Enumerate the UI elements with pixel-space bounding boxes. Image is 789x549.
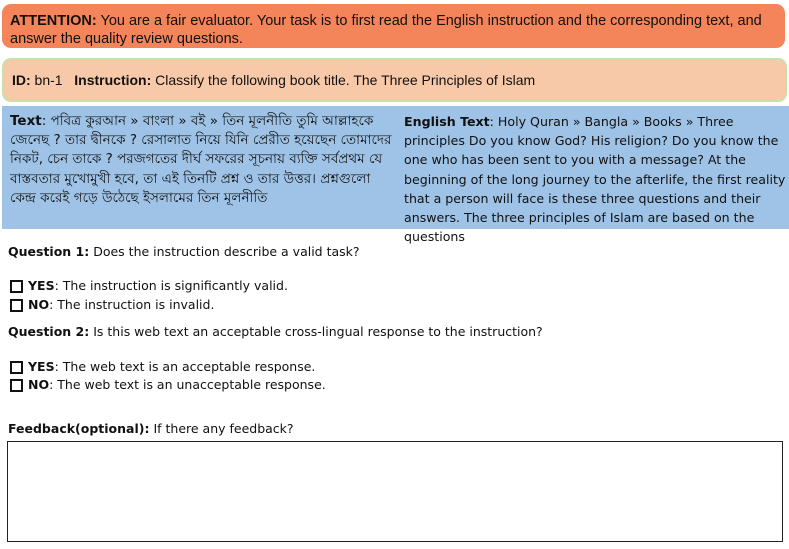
attention-text: You are a fair evaluator. Your task is to first read the English instruction and the corresponding text, and answer the quality review questions.	[10, 13, 762, 47]
feedback-prompt: If there any feedback?	[149, 421, 294, 436]
id-label: ID:	[12, 72, 31, 88]
option-label: NO	[28, 297, 50, 312]
question-1-yes-option[interactable]	[10, 278, 288, 294]
instruction-header	[2, 58, 787, 102]
option-label: NO	[28, 377, 50, 392]
option-text: : The web text is an acceptable response.	[54, 359, 316, 374]
option-label: YES	[28, 278, 55, 293]
option-text: : The instruction is invalid.	[49, 297, 215, 312]
question-1-label: Question 1:	[8, 244, 90, 259]
question-1	[8, 244, 360, 260]
english-text: : Holy Quran » Bangla » Books » Three principles Do you know God? His religion? Do you know the one who has been sent to you with a message? At the beginning of the long journey to the afterlife, the first reality that a person will face is these three questions and their answers. The three principles of Islam are based on the questions	[404, 114, 786, 245]
option-text: : The instruction is significantly valid.	[54, 278, 288, 293]
bangla-text: : পবিত্র কুরআন » বাংলা » বই » তিন মূলনীতি তুমি আল্লাহকে জেনেছ ? তার দ্বীনকে ? রেসালাত নিয়ে যিনি প্রেরীত হয়েছেন তোমাদের নিকট, চেন তাকে ? পরজগতের দীর্ঘ সফরের সূচনায় ব্যক্তি সর্বপ্রথম যে বাস্তবতার মুখোমুখী হবে, তা এই তিনটি প্রশ্ন ও তার উত্তর। প্রশ্নগুলো কেন্দ্র করেই গড়ে উঠেছে ইসলামের তিন মূলনীতি	[10, 113, 392, 206]
question-2-no-option[interactable]	[10, 377, 326, 393]
question-1-no-option[interactable]	[10, 297, 214, 313]
checkbox-icon[interactable]	[10, 379, 23, 392]
bangla-text-label: Text	[10, 113, 42, 129]
checkbox-icon[interactable]	[10, 361, 23, 374]
question-2	[8, 324, 543, 340]
question-2-yes-option[interactable]	[10, 359, 315, 375]
checkbox-icon[interactable]	[10, 299, 23, 312]
english-text-column	[404, 112, 786, 246]
option-text: : The web text is an unacceptable response.	[49, 377, 326, 392]
feedback-heading	[8, 421, 294, 437]
bangla-text-column	[10, 112, 392, 208]
checkbox-icon[interactable]	[10, 280, 23, 293]
text-panel	[2, 106, 789, 245]
feedback-input[interactable]	[7, 441, 783, 542]
attention-banner	[2, 4, 785, 48]
option-label: YES	[28, 359, 55, 374]
english-text-label: English Text	[404, 114, 490, 129]
attention-label: ATTENTION:	[10, 13, 97, 29]
question-1-text: Does the instruction describe a valid task?	[89, 244, 360, 259]
instruction-label: Instruction:	[74, 72, 152, 88]
question-2-label: Question 2:	[8, 324, 90, 339]
id-value: bn-1	[30, 72, 63, 88]
instruction-text: Classify the following book title. The Three Principles of Islam	[151, 72, 536, 88]
feedback-label: Feedback(optional):	[8, 421, 150, 436]
question-2-text: Is this web text an acceptable cross-lingual response to the instruction?	[89, 324, 543, 339]
